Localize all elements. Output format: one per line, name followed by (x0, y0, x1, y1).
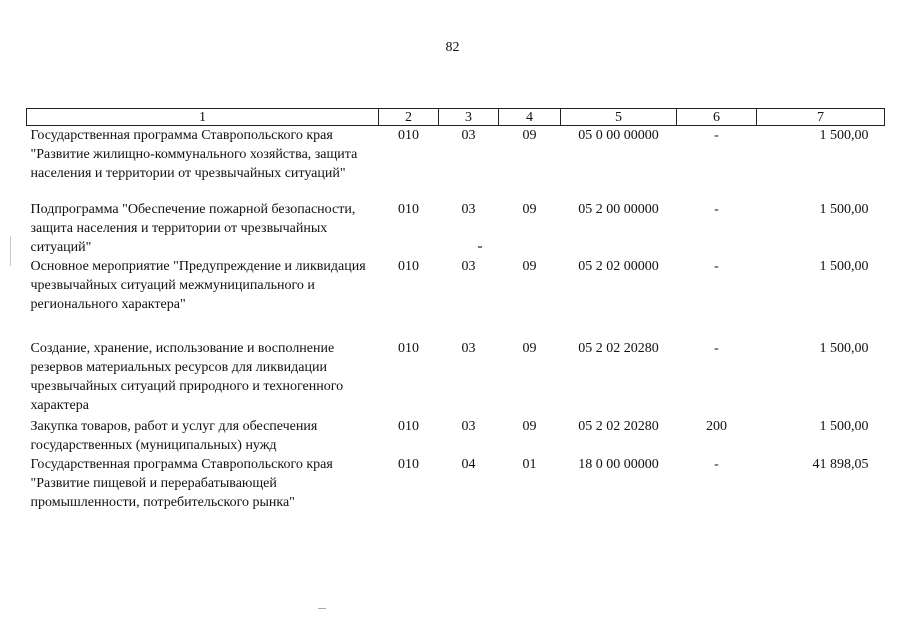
row-amount: 1 500,00 (819, 128, 869, 143)
row-name: Государственная программа Ставропольского края "Развитие жилищно-коммунального хозяйства, защита населения и территории от чрезвычайных ситуаций" (30, 128, 358, 181)
page-number: 82 (445, 40, 460, 55)
budget-table (26, 108, 885, 512)
table-body (27, 126, 885, 513)
row-name: Закупка товаров, работ и услуг для обеспечения государственных (муниципальных) нужд (30, 419, 318, 453)
row-name: Государственная программа Ставропольского края "Развитие пищевой и перерабатывающей промышленности, потребительского рынка" (30, 457, 333, 510)
header-cell-4: 4 (499, 109, 561, 126)
row-amount: 1 500,00 (819, 419, 869, 434)
row-target-code: 05 2 02 20280 (578, 419, 659, 434)
table-row (27, 455, 885, 512)
scan-artifact-dot (478, 246, 482, 248)
row-name: Подпрограмма "Обеспечение пожарной безопасности, защита населения и территории от чрезвычайных ситуаций" (30, 202, 356, 255)
row-section-code: 03 (461, 259, 476, 274)
header-cell-2: 2 (379, 109, 439, 126)
header-cell-6: 6 (677, 109, 757, 126)
table-row (27, 417, 885, 455)
table-row (27, 200, 885, 257)
table-row (27, 126, 885, 201)
table-header (27, 109, 885, 126)
row-amount: 41 898,05 (812, 457, 869, 472)
header-cell-3: 3 (439, 109, 499, 126)
row-ministry-code: 010 (398, 457, 419, 472)
row-target-code: 18 0 00 00000 (578, 457, 659, 472)
table-row (27, 257, 885, 339)
row-ministry-code: 010 (398, 341, 419, 356)
header-cell-1: 1 (27, 109, 379, 126)
scan-artifact-mark (318, 608, 326, 609)
scan-artifact-line (10, 236, 11, 266)
row-section-code: 03 (461, 128, 476, 143)
row-target-code: 05 0 00 00000 (578, 128, 659, 143)
row-section-code: 03 (461, 202, 476, 217)
row-expense-type: 200 (706, 419, 727, 434)
row-amount: 1 500,00 (819, 202, 869, 217)
row-ministry-code: 010 (398, 128, 419, 143)
row-section-code: 03 (461, 419, 476, 434)
row-expense-type: - (714, 259, 719, 274)
row-subsection-code: 09 (522, 202, 537, 217)
header-cell-7: 7 (757, 109, 885, 126)
row-subsection-code: 09 (522, 259, 537, 274)
row-subsection-code: 01 (522, 457, 537, 472)
row-name: Основное мероприятие "Предупреждение и ликвидация чрезвычайных ситуаций межмуниципального и регионального характера" (30, 259, 366, 312)
row-amount: 1 500,00 (819, 259, 869, 274)
row-amount: 1 500,00 (819, 341, 869, 356)
row-subsection-code: 09 (522, 419, 537, 434)
row-expense-type: - (714, 457, 719, 472)
row-section-code: 04 (461, 457, 476, 472)
row-ministry-code: 010 (398, 259, 419, 274)
row-subsection-code: 09 (522, 128, 537, 143)
row-name: Создание, хранение, использование и восполнение резервов материальных ресурсов для ликвидации чрезвычайных ситуаций природного и техногенного характера (30, 341, 344, 413)
table-row (27, 339, 885, 417)
row-subsection-code: 09 (522, 341, 537, 356)
row-expense-type: - (714, 128, 719, 143)
row-target-code: 05 2 02 00000 (578, 259, 659, 274)
row-expense-type: - (714, 202, 719, 217)
row-target-code: 05 2 02 20280 (578, 341, 659, 356)
header-row (27, 109, 885, 126)
row-expense-type: - (714, 341, 719, 356)
row-target-code: 05 2 00 00000 (578, 202, 659, 217)
row-section-code: 03 (461, 341, 476, 356)
header-cell-5: 5 (561, 109, 677, 126)
row-ministry-code: 010 (398, 419, 419, 434)
row-ministry-code: 010 (398, 202, 419, 217)
